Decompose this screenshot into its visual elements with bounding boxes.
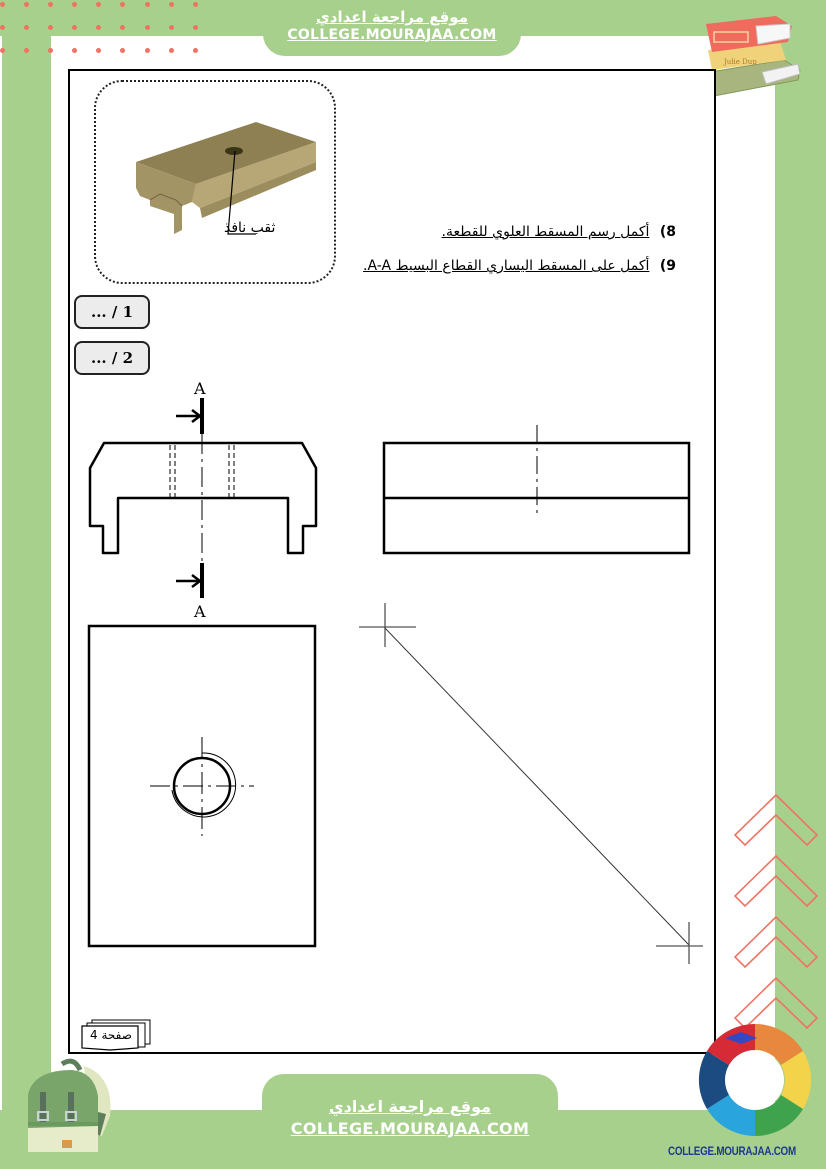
page-number: صفحة 4 <box>90 1028 132 1042</box>
question-9-number: 9) <box>659 258 676 274</box>
logo-caption: COLLEGE.MOURAJAA.COM <box>668 1144 796 1158</box>
question-9-text: أكمل على المسقط اليساري القطاع البسيط A-A. <box>363 258 650 274</box>
score-1-label: ... / 1 <box>90 303 134 321</box>
score-2-label: ... / 2 <box>90 349 134 367</box>
section-label-bottom: A <box>194 602 206 621</box>
question-8-number: 8) <box>659 224 676 240</box>
svg-text:Julie Dup: Julie Dup <box>724 58 757 66</box>
site-logo-icon <box>694 1022 816 1140</box>
footer-banner[interactable] <box>262 1074 558 1154</box>
through-hole-label: ثقب نافذ <box>224 220 276 236</box>
footer-banner-arabic: موقع مراجعة اعدادي <box>328 1097 492 1116</box>
question-8-text: أكمل رسم المسقط العلوي للقطعة. <box>441 224 650 240</box>
page-number-tag <box>82 1018 152 1052</box>
header-banner-domain: COLLEGE.MOURAJAA.COM <box>287 27 497 43</box>
footer-banner-domain: COLLEGE.MOURAJAA.COM <box>290 1119 530 1138</box>
section-label-top: A <box>194 379 206 398</box>
backpack-icon <box>14 1056 114 1156</box>
header-banner-arabic: موقع مراجعة اعدادي <box>316 8 468 26</box>
chevron-decorations <box>733 790 818 1030</box>
